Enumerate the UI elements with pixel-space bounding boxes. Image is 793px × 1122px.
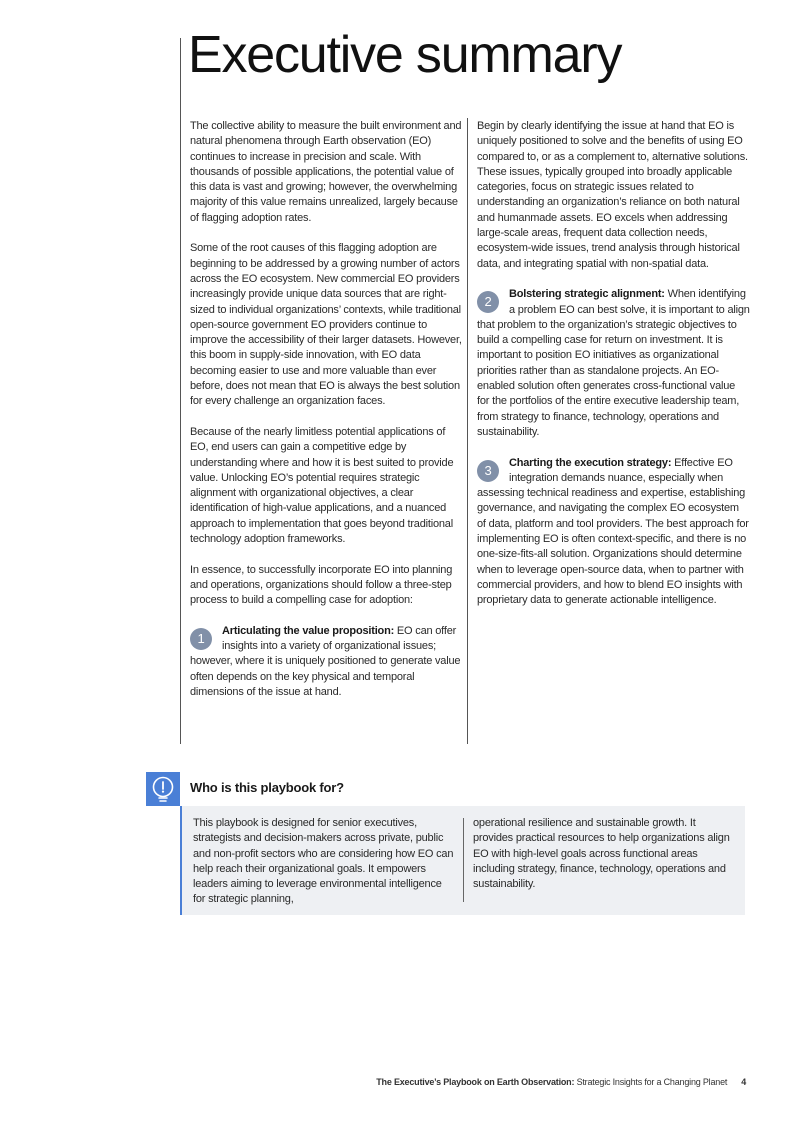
step-2: [477, 287, 750, 440]
callout-column-divider: [463, 818, 464, 902]
page-footer: [0, 1077, 746, 1087]
step-heading: Charting the execution strategy:: [509, 456, 672, 469]
step-1: [190, 624, 462, 700]
callout-accent-bar: [180, 806, 182, 915]
lightbulb-icon: [146, 772, 180, 806]
step-heading: Bolstering strategic alignment:: [509, 288, 665, 301]
step-text: Effective EO integration demands nuance, especially when assessing technical readiness and expertise, establishing governance, and navigating the complex EO ecosystem of data, platform and tool providers. The best approach for implementing EO is often context-specific, and there is no one-size-fits-all solution. Organizations should determine when to leverage open-source data, when to partner with commercial providers, and how to blend EO insights with proprietary data to generate actionable intelligence.: [477, 456, 749, 607]
paragraph: Some of the root causes of this flagging adoption are beginning to be addressed by a growing number of actors across the EO ecosystem. New commercial EO providers increasingly provide unique data sources that are right-sized to individual organizations’ contexts, while traditional open-source government EO providers continue to improve the accessibility of their larger datasets. However, this boom in supply-side innovation, with EO data becoming easier to use and more valuable than ever before, does not mean that EO is always the best solution for every challenge an organization faces.: [190, 242, 462, 408]
right-column: [477, 119, 750, 624]
step-number-badge: 1: [190, 628, 212, 650]
column-divider: [467, 118, 468, 744]
step-heading: Articulating the value proposition:: [222, 624, 395, 637]
step-text: When identifying a problem EO can best solve, it is important to align that problem to the organization’s strategic objectives to build a compelling case for return on investment. It is important to position EO initiatives as organizational priorities rather than as standalone projects. An EO-enabled solution often generates cross-functional value for the portfolios of the entire executive leadership team, from strategy to finance, technology, operations and sustainability.: [477, 288, 750, 438]
left-margin-rule: [180, 38, 181, 744]
step-3: [477, 456, 750, 609]
callout-title: Who is this playbook for?: [190, 780, 344, 795]
paragraph: Begin by clearly identifying the issue at hand that EO is uniquely positioned to solve and the benefits of using EO compared to, or as a complement to, alternative solutions. These issues, typically grouped into broadly applicable categories, focus on strategic issues related to understanding an organization’s reliance on both natural and humanmade assets. EO excels when addressing large-scale areas, frequent data collection needs, ecosystem-wide issues, trend analysis through historical data, and integrating spatial with non-spatial data.: [477, 120, 748, 270]
page-number: 4: [741, 1077, 746, 1087]
step-number-badge: 2: [477, 291, 499, 313]
callout-text-right: operational resilience and sustainable growth. It provides practical resources to help organizations align EO with high-level goals across functional areas including strategy, finance, technology, operations and sustainability.: [473, 817, 730, 891]
step-number-badge: 3: [477, 460, 499, 482]
callout-text-left: This playbook is designed for senior executives, strategists and decision-makers across private, public and non-profit sectors who are considering how EO can help reach their organizational goals. It empowers leaders aiming to leverage environmental intelligence for strategic planning,: [193, 817, 454, 906]
footer-subtitle: Strategic Insights for a Changing Planet: [574, 1077, 728, 1087]
paragraph: Because of the nearly limitless potential applications of EO, end users can gain a competitive edge by understanding where and how it is best suited to provide value. Unlocking EO’s potential requires strategic alignment with organizational objectives, a clear identification of high-value applications, and a nuanced approach to implementation that goes beyond traditional technology adoption frameworks.: [190, 425, 454, 546]
paragraph: In essence, to successfully incorporate EO into planning and operations, organizations should follow a three-step process to build a compelling case for adoption:: [190, 563, 453, 607]
step-text: EO can offer insights into a variety of organizational issues; however, where it is uniquely positioned to generate value often depends on the key physical and temporal dimensions of the issue at hand.: [190, 624, 461, 698]
footer-publication: The Executive’s Playbook on Earth Observation:: [376, 1077, 575, 1087]
page-title: Executive summary: [188, 26, 622, 84]
left-column: [190, 119, 462, 716]
paragraph: The collective ability to measure the built environment and natural phenomena through Earth observation (EO) continues to increase in precision and scale. With thousands of possible applications, the potential value of this data is vast and growing; however, the overwhelming majority of this value remains unrealized, largely because of flagging adoption rates.: [190, 120, 462, 224]
